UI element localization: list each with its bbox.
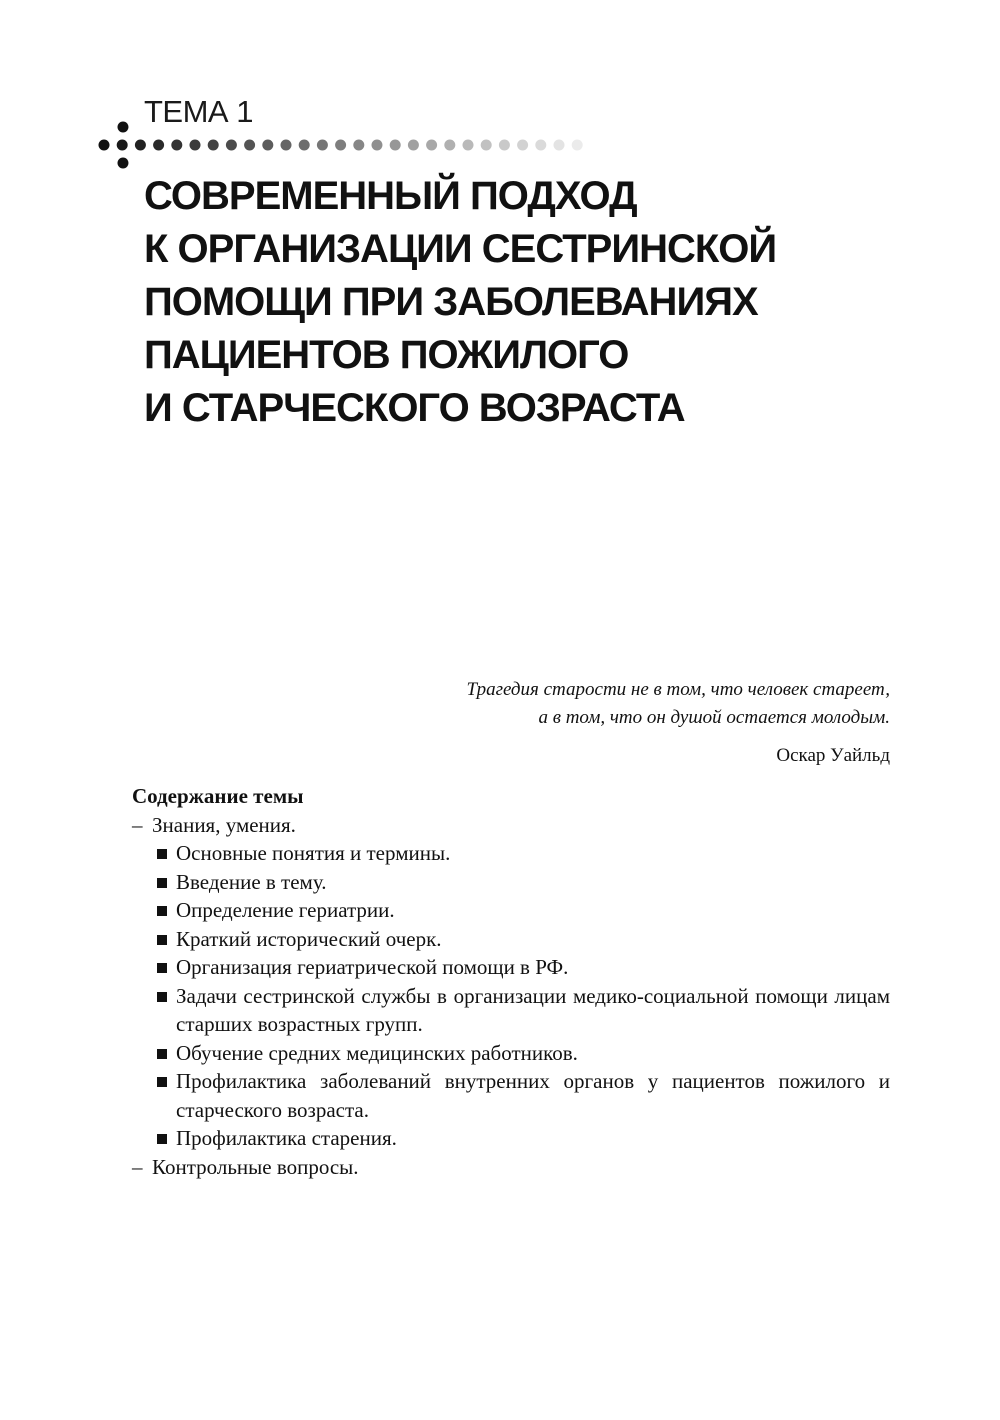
contents-heading: Содержание темы bbox=[132, 784, 304, 808]
ornament-dot bbox=[118, 122, 129, 133]
list-item-text: Краткий исторический очерк. bbox=[176, 926, 442, 951]
square-bullet-icon bbox=[157, 878, 167, 888]
square-bullet-icon bbox=[157, 849, 167, 859]
topic-title-line: ПАЦИЕНТОВ ПОЖИЛОГО bbox=[144, 333, 629, 377]
ornament-dot bbox=[335, 140, 346, 151]
ornament-dot bbox=[408, 140, 419, 151]
list-item-text: Введение в тему. bbox=[176, 869, 327, 894]
list-item bbox=[157, 925, 890, 954]
ornament-dot bbox=[281, 140, 292, 151]
ornament-dot bbox=[171, 140, 182, 151]
epigraph-author: Оскар Уайльд bbox=[776, 745, 890, 766]
list-item-text: Определение гериатрии. bbox=[176, 898, 395, 922]
contents-section-label: Контрольные вопросы. bbox=[152, 1154, 359, 1179]
list-item bbox=[157, 1124, 890, 1153]
ornament-dot bbox=[372, 140, 383, 151]
topic-title-line: СОВРЕМЕННЫЙ ПОДХОД bbox=[144, 174, 637, 218]
list-item-text: Обучение средних медицинских работников. bbox=[176, 1040, 578, 1065]
ornament-dot bbox=[426, 140, 437, 151]
list-item-text: Основные понятия и термины. bbox=[176, 841, 451, 865]
contents-subitem-list bbox=[132, 839, 890, 1153]
ornament-dot bbox=[118, 158, 129, 169]
epigraph bbox=[330, 676, 890, 770]
ornament-dot bbox=[390, 140, 401, 151]
list-item-text: Организация гериатрической помощи в РФ. bbox=[176, 955, 569, 979]
ornament-dot bbox=[572, 140, 583, 151]
ornament-dot bbox=[153, 140, 164, 151]
topic-title-line: И СТАРЧЕСКОГО ВОЗРАСТА bbox=[144, 386, 685, 430]
ornament-dot bbox=[535, 140, 546, 151]
list-item-text: Профилактика старения. bbox=[176, 1126, 397, 1150]
epigraph-quote-line: Трагедия старости не в том, что человек стареет, bbox=[466, 679, 890, 700]
square-bullet-icon bbox=[157, 1077, 167, 1087]
topic-contents bbox=[132, 782, 890, 1181]
list-item bbox=[157, 896, 890, 925]
ornament-dot bbox=[317, 140, 328, 151]
epigraph-quote-line: а в том, что он душой остается молодым. bbox=[538, 707, 890, 728]
list-item bbox=[157, 868, 890, 897]
topic-title bbox=[144, 170, 904, 435]
ornament-dot bbox=[481, 140, 492, 151]
square-bullet-icon bbox=[157, 992, 167, 1002]
ornament-dot bbox=[353, 140, 364, 151]
ornament-dot bbox=[444, 140, 455, 151]
ornament-dot bbox=[299, 140, 310, 151]
topic-label: ТЕМА 1 bbox=[144, 94, 253, 129]
ornament-dot bbox=[499, 140, 510, 151]
ornament-dot bbox=[99, 140, 110, 151]
contents-section bbox=[132, 1153, 890, 1182]
ornament-dot bbox=[135, 140, 146, 151]
dash-marker: – bbox=[132, 812, 143, 837]
topic-title-line: ПОМОЩИ ПРИ ЗАБОЛЕВАНИЯХ bbox=[144, 280, 758, 324]
dash-marker: – bbox=[132, 1154, 143, 1179]
square-bullet-icon bbox=[157, 935, 167, 945]
list-item bbox=[157, 1039, 890, 1068]
ornament-dot bbox=[226, 140, 237, 151]
list-item-text: Профилактика заболеваний внутренних органов у пациентов пожилого и старческого возраста. bbox=[176, 1069, 890, 1122]
ornament-dot bbox=[517, 140, 528, 151]
list-item bbox=[157, 953, 890, 982]
ornament-dot bbox=[262, 140, 273, 151]
ornament-dot bbox=[190, 140, 201, 151]
topic-title-line: К ОРГАНИЗАЦИИ СЕСТРИНСКОЙ bbox=[144, 227, 777, 271]
ornament-dot bbox=[463, 140, 474, 151]
square-bullet-icon bbox=[157, 963, 167, 973]
square-bullet-icon bbox=[157, 1049, 167, 1059]
epigraph-quote bbox=[330, 676, 890, 732]
list-item bbox=[157, 1067, 890, 1124]
ornament-dot bbox=[117, 140, 128, 151]
list-item bbox=[157, 982, 890, 1039]
contents-section bbox=[132, 811, 890, 840]
list-item bbox=[157, 839, 890, 868]
square-bullet-icon bbox=[157, 1134, 167, 1144]
ornament-dot bbox=[244, 140, 255, 151]
contents-section-label: Знания, умения. bbox=[152, 812, 296, 837]
ornament-dot bbox=[208, 140, 219, 151]
square-bullet-icon bbox=[157, 906, 167, 916]
ornament-dot bbox=[554, 140, 565, 151]
list-item-text: Задачи сестринской службы в организации медико-социальной помощи лицам старших возрастных групп. bbox=[176, 983, 890, 1036]
